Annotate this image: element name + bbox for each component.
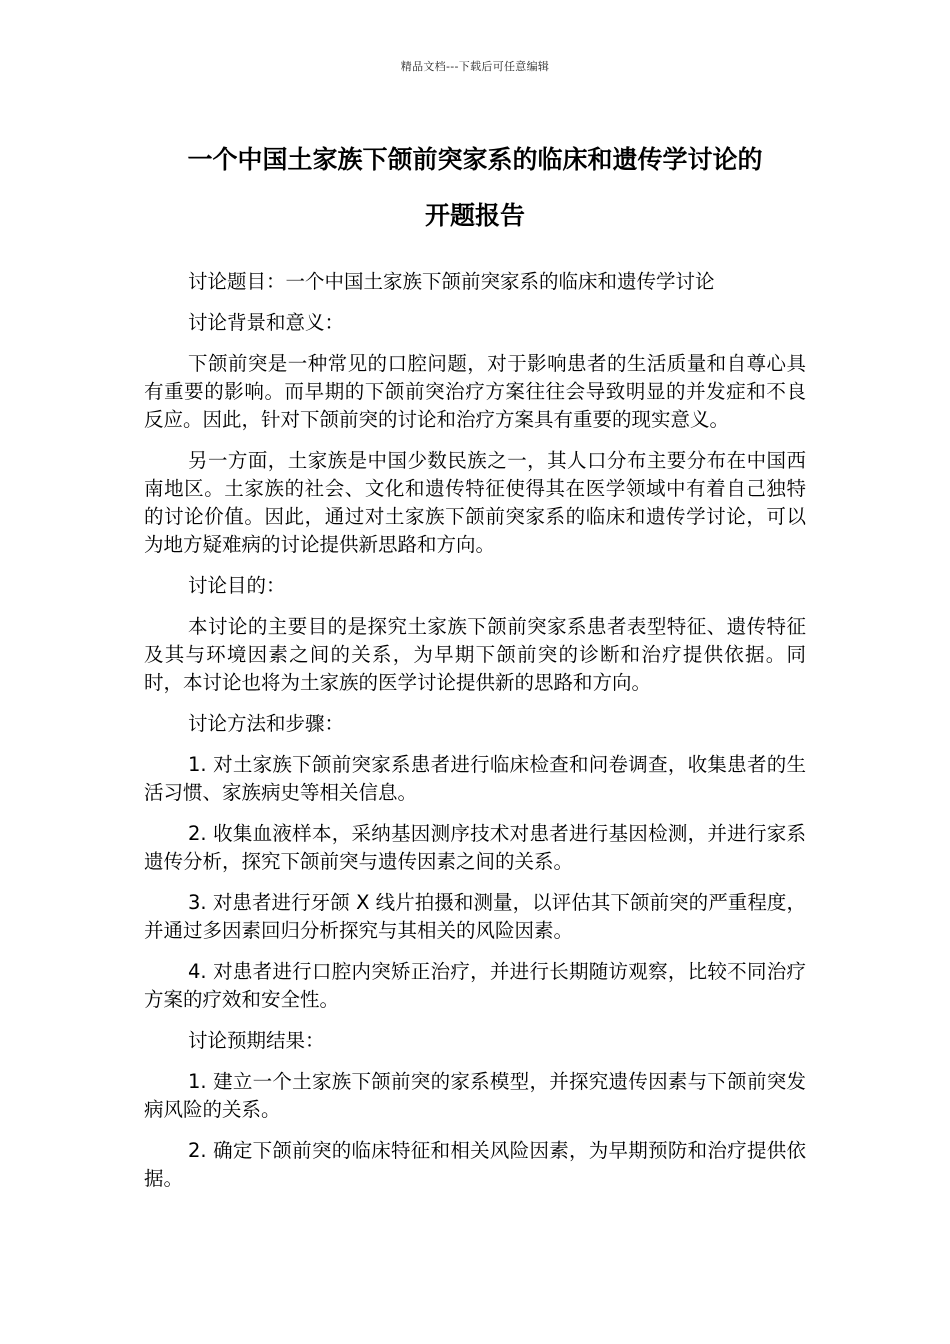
title-line-2: 开题报告 bbox=[424, 201, 525, 230]
background-heading: 讨论背景和意义： bbox=[188, 311, 345, 334]
purpose-paragraph: 本讨论的主要目的是探究土家族下颌前突家系患者表型特征、遗传特征及其与环境因素之间的关系，为早期下颌前突的诊断和治疗提供依据。同时，本讨论也将为土家族的医学讨论提供新的思路和方向。 bbox=[144, 615, 806, 694]
header-note: 精品文档---下载后可任意编辑 bbox=[400, 60, 550, 73]
method-step-2: 2. 收集血液样本，采纳基因测序技术对患者进行基因检测，并进行家系遗传分析，探究下颌前突与遗传因素之间的关系。 bbox=[144, 822, 806, 873]
results-heading: 讨论预期结果： bbox=[188, 1029, 325, 1052]
document-title bbox=[130, 132, 820, 244]
methods-heading: 讨论方法和步骤： bbox=[188, 712, 345, 735]
topic-paragraph: 讨论题目：一个中国土家族下颌前突家系的临床和遗传学讨论 bbox=[188, 270, 715, 293]
method-step-1: 1. 对土家族下颌前突家系患者进行临床检查和问卷调查，收集患者的生活习惯、家族病史等相关信息。 bbox=[144, 753, 806, 804]
result-item-2: 2. 确定下颌前突的临床特征和相关风险因素，为早期预防和治疗提供依据。 bbox=[144, 1139, 806, 1190]
result-item-1: 1. 建立一个土家族下颌前突的家系模型，并探究遗传因素与下颌前突发病风险的关系。 bbox=[144, 1070, 806, 1121]
purpose-heading: 讨论目的： bbox=[188, 574, 286, 597]
document-body bbox=[144, 268, 806, 1206]
title-line-1: 一个中国土家族下颌前突家系的临床和遗传学讨论的 bbox=[187, 145, 763, 174]
background-paragraph-2: 另一方面，土家族是中国少数民族之一，其人口分布主要分布在中国西南地区。土家族的社会、文化和遗传特征使得其在医学领域中有着自己独特的讨论价值。因此，通过对土家族下颌前突家系的临床和遗传学讨论，可以为地方疑难病的讨论提供新思路和方向。 bbox=[144, 449, 806, 556]
method-step-4: 4. 对患者进行口腔内突矫正治疗，并进行长期随访观察，比较不同治疗方案的疗效和安全性。 bbox=[144, 960, 806, 1011]
background-paragraph-1: 下颌前突是一种常见的口腔问题，对于影响患者的生活质量和自尊心具有重要的影响。而早期的下颌前突治疗方案往往会导致明显的并发症和不良反应。因此，针对下颌前突的讨论和治疗方案具有重要的现实意义。 bbox=[144, 352, 806, 431]
method-step-3: 3. 对患者进行牙颌 X 线片拍摄和测量，以评估其下颌前突的严重程度，并通过多因素回归分析探究与其相关的风险因素。 bbox=[144, 891, 806, 942]
